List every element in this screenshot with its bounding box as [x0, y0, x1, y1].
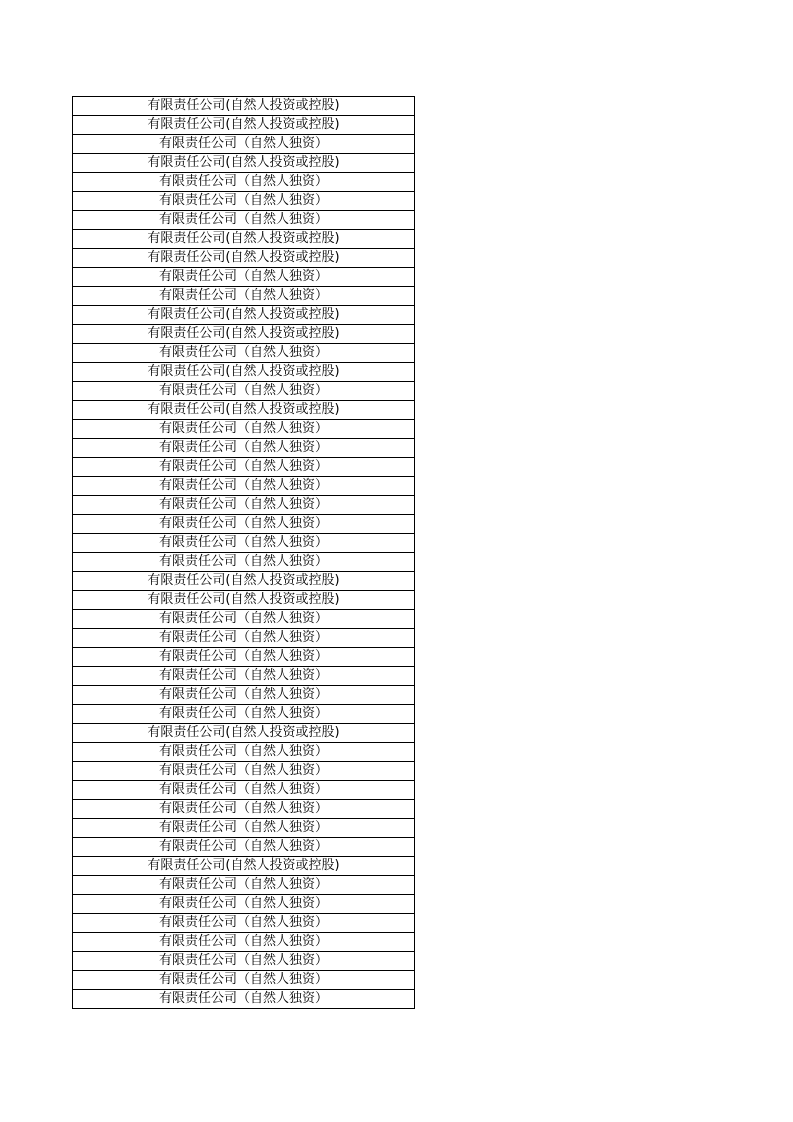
table-row: [73, 420, 415, 439]
table-row: [73, 97, 415, 116]
table-row: [73, 154, 415, 173]
table-cell[interactable]: 有限责任公司（自然人独资）: [73, 496, 415, 515]
table-cell[interactable]: 有限责任公司(自然人投资或控股): [73, 591, 415, 610]
table-row: [73, 952, 415, 971]
table-cell[interactable]: 有限责任公司(自然人投资或控股): [73, 306, 415, 325]
table-cell[interactable]: 有限责任公司（自然人独资）: [73, 762, 415, 781]
table-cell[interactable]: 有限责任公司(自然人投资或控股): [73, 724, 415, 743]
table-cell[interactable]: 有限责任公司（自然人独资）: [73, 382, 415, 401]
company-type-table: [72, 96, 415, 1009]
table-cell[interactable]: 有限责任公司(自然人投资或控股): [73, 97, 415, 116]
table-cell[interactable]: 有限责任公司(自然人投资或控股): [73, 249, 415, 268]
table-row: [73, 724, 415, 743]
table-row: [73, 572, 415, 591]
table-row: [73, 591, 415, 610]
table-row: [73, 705, 415, 724]
table-cell[interactable]: 有限责任公司(自然人投资或控股): [73, 401, 415, 420]
table-row: [73, 363, 415, 382]
table-cell[interactable]: 有限责任公司（自然人独资）: [73, 629, 415, 648]
table-cell[interactable]: 有限责任公司（自然人独资）: [73, 819, 415, 838]
table-row: [73, 971, 415, 990]
table-row: [73, 895, 415, 914]
table-row: [73, 458, 415, 477]
table-cell[interactable]: 有限责任公司（自然人独资）: [73, 477, 415, 496]
table-row: [73, 990, 415, 1009]
table-cell[interactable]: 有限责任公司(自然人投资或控股): [73, 116, 415, 135]
table-row: [73, 135, 415, 154]
table-row: [73, 515, 415, 534]
table-row: [73, 344, 415, 363]
table-cell[interactable]: 有限责任公司（自然人独资）: [73, 895, 415, 914]
table-row: [73, 306, 415, 325]
table-cell[interactable]: 有限责任公司（自然人独资）: [73, 553, 415, 572]
table-cell[interactable]: 有限责任公司（自然人独资）: [73, 515, 415, 534]
table-cell[interactable]: 有限责任公司（自然人独资）: [73, 990, 415, 1009]
table-row: [73, 629, 415, 648]
table-cell[interactable]: 有限责任公司（自然人独资）: [73, 838, 415, 857]
table-row: [73, 439, 415, 458]
table-row: [73, 914, 415, 933]
table-cell[interactable]: 有限责任公司（自然人独资）: [73, 192, 415, 211]
table-row: [73, 838, 415, 857]
table-row: [73, 686, 415, 705]
table-row: [73, 230, 415, 249]
table-row: [73, 819, 415, 838]
table-cell[interactable]: 有限责任公司(自然人投资或控股): [73, 857, 415, 876]
table-row: [73, 553, 415, 572]
table-row: [73, 325, 415, 344]
table-cell[interactable]: 有限责任公司（自然人独资）: [73, 534, 415, 553]
table-cell[interactable]: 有限责任公司(自然人投资或控股): [73, 230, 415, 249]
table-row: [73, 667, 415, 686]
table-body: [73, 97, 415, 1009]
table-cell[interactable]: 有限责任公司(自然人投资或控股): [73, 363, 415, 382]
table-cell[interactable]: 有限责任公司（自然人独资）: [73, 439, 415, 458]
table-row: [73, 192, 415, 211]
table-cell[interactable]: 有限责任公司（自然人独资）: [73, 287, 415, 306]
table-cell[interactable]: 有限责任公司(自然人投资或控股): [73, 572, 415, 591]
table-row: [73, 211, 415, 230]
table-cell[interactable]: 有限责任公司（自然人独资）: [73, 952, 415, 971]
table-row: [73, 933, 415, 952]
table-row: [73, 249, 415, 268]
table-row: [73, 173, 415, 192]
table-row: [73, 401, 415, 420]
table-row: [73, 610, 415, 629]
table-row: [73, 800, 415, 819]
table-row: [73, 496, 415, 515]
table-cell[interactable]: 有限责任公司（自然人独资）: [73, 610, 415, 629]
table-row: [73, 534, 415, 553]
table-cell[interactable]: 有限责任公司（自然人独资）: [73, 458, 415, 477]
table-cell[interactable]: 有限责任公司（自然人独资）: [73, 211, 415, 230]
table-cell[interactable]: 有限责任公司（自然人独资）: [73, 667, 415, 686]
table-cell[interactable]: 有限责任公司（自然人独资）: [73, 743, 415, 762]
table-cell[interactable]: 有限责任公司（自然人独资）: [73, 268, 415, 287]
table-cell[interactable]: 有限责任公司（自然人独资）: [73, 686, 415, 705]
table-row: [73, 762, 415, 781]
table-cell[interactable]: 有限责任公司（自然人独资）: [73, 648, 415, 667]
table-row: [73, 287, 415, 306]
table-row: [73, 382, 415, 401]
table-row: [73, 857, 415, 876]
table-row: [73, 648, 415, 667]
table-cell[interactable]: 有限责任公司(自然人投资或控股): [73, 325, 415, 344]
table-cell[interactable]: 有限责任公司（自然人独资）: [73, 876, 415, 895]
table-cell[interactable]: 有限责任公司(自然人投资或控股): [73, 154, 415, 173]
table-row: [73, 116, 415, 135]
table-cell[interactable]: 有限责任公司（自然人独资）: [73, 705, 415, 724]
table-row: [73, 268, 415, 287]
table-cell[interactable]: 有限责任公司（自然人独资）: [73, 781, 415, 800]
table-cell[interactable]: 有限责任公司（自然人独资）: [73, 800, 415, 819]
table-row: [73, 781, 415, 800]
table-cell[interactable]: 有限责任公司（自然人独资）: [73, 420, 415, 439]
table-cell[interactable]: 有限责任公司（自然人独资）: [73, 173, 415, 192]
table-row: [73, 876, 415, 895]
table-row: [73, 477, 415, 496]
table-cell[interactable]: 有限责任公司（自然人独资）: [73, 914, 415, 933]
table-row: [73, 743, 415, 762]
table-cell[interactable]: 有限责任公司（自然人独资）: [73, 135, 415, 154]
table-cell[interactable]: 有限责任公司（自然人独资）: [73, 971, 415, 990]
table-cell[interactable]: 有限责任公司（自然人独资）: [73, 933, 415, 952]
table-cell[interactable]: 有限责任公司（自然人独资）: [73, 344, 415, 363]
